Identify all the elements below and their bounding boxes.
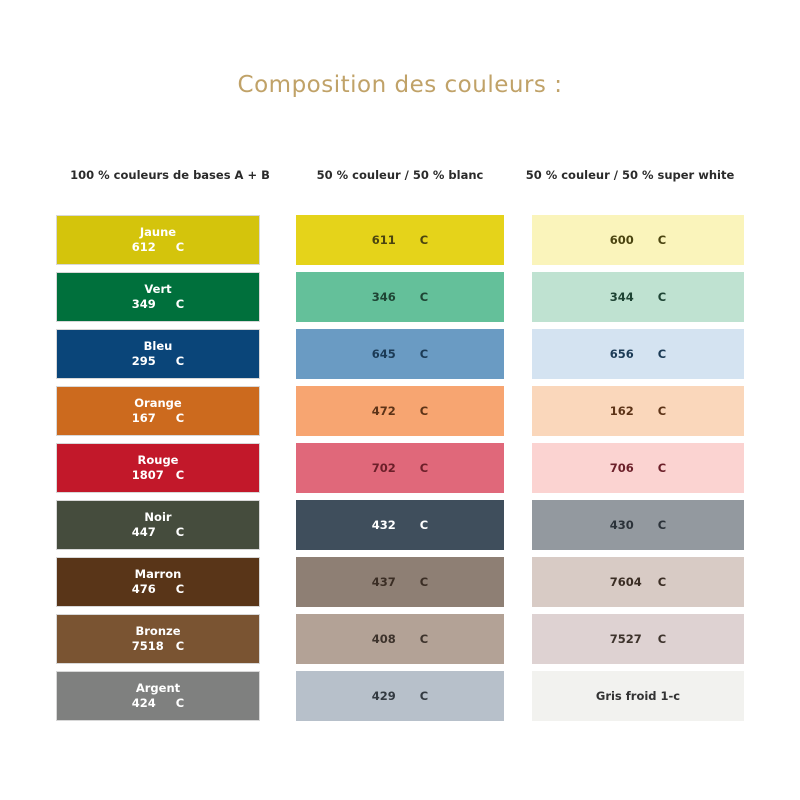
swatch-name: Bronze — [135, 624, 181, 638]
swatch-code: 295 C — [131, 354, 185, 368]
page-title: Composition des couleurs : — [237, 72, 563, 98]
swatch-code: 600 C — [609, 233, 667, 247]
table-row — [0, 557, 800, 614]
swatch-code: 349 C — [131, 297, 185, 311]
swatch-half-superwhite — [532, 329, 744, 379]
swatch-code: 472 C — [371, 404, 429, 418]
swatch-base — [56, 500, 260, 550]
swatch-code: 408 C — [371, 632, 429, 646]
swatch-half-white — [296, 443, 504, 493]
swatch-base — [56, 443, 260, 493]
swatch-half-white — [296, 215, 504, 265]
column-headers — [40, 168, 760, 190]
swatch-base — [56, 557, 260, 607]
swatch-code: 346 C — [371, 290, 429, 304]
swatch-code: 612 C — [131, 240, 185, 254]
swatch-code: 430 C — [609, 518, 667, 532]
swatch-name: Argent — [135, 681, 181, 695]
swatch-half-superwhite — [532, 557, 744, 607]
swatch-code: 167 C — [131, 411, 185, 425]
swatch-code: 476 C — [131, 582, 185, 596]
swatch-code: 7518 C — [131, 639, 185, 653]
swatch-code: 706 C — [609, 461, 667, 475]
swatch-name: Marron — [134, 567, 182, 581]
swatch-code: 1807 C — [131, 468, 185, 482]
swatch-name: Noir — [144, 510, 172, 524]
swatch-code: 702 C — [371, 461, 429, 475]
column-header-white: 50 % couleur / 50 % blanc — [316, 168, 484, 182]
table-row — [0, 386, 800, 443]
table-row — [0, 272, 800, 329]
swatch-half-white — [296, 557, 504, 607]
swatch-half-superwhite — [532, 215, 744, 265]
swatch-half-white — [296, 671, 504, 721]
swatch-half-superwhite — [532, 614, 744, 664]
swatch-grid — [0, 215, 800, 728]
swatch-code: 344 C — [609, 290, 667, 304]
table-row — [0, 329, 800, 386]
swatch-half-white — [296, 500, 504, 550]
swatch-half-white — [296, 386, 504, 436]
swatch-code: 656 C — [609, 347, 667, 361]
swatch-code: 162 C — [609, 404, 667, 418]
swatch-name: Orange — [134, 396, 182, 410]
swatch-half-superwhite — [532, 671, 744, 721]
table-row — [0, 215, 800, 272]
swatch-half-superwhite — [532, 272, 744, 322]
swatch-code: 645 C — [371, 347, 429, 361]
table-row — [0, 500, 800, 557]
swatch-base — [56, 329, 260, 379]
swatch-code: 424 C — [131, 696, 185, 710]
swatch-code: 437 C — [371, 575, 429, 589]
swatch-name: Vert — [144, 282, 172, 296]
swatch-half-superwhite — [532, 386, 744, 436]
swatch-code: Gris froid 1-c — [595, 689, 681, 703]
table-row — [0, 614, 800, 671]
swatch-half-white — [296, 614, 504, 664]
swatch-base — [56, 614, 260, 664]
swatch-code: 7604 C — [609, 575, 667, 589]
swatch-half-white — [296, 329, 504, 379]
swatch-code: 432 C — [371, 518, 429, 532]
swatch-code: 429 C — [371, 689, 429, 703]
swatch-base — [56, 671, 260, 721]
swatch-name: Rouge — [137, 453, 179, 467]
swatch-base — [56, 215, 260, 265]
swatch-half-white — [296, 272, 504, 322]
swatch-code: 447 C — [131, 525, 185, 539]
table-row — [0, 671, 800, 728]
swatch-name: Jaune — [139, 225, 177, 239]
swatch-code: 611 C — [371, 233, 429, 247]
column-header-base: 100 % couleurs de bases A + B — [70, 168, 270, 182]
table-row — [0, 443, 800, 500]
swatch-base — [56, 272, 260, 322]
swatch-half-superwhite — [532, 500, 744, 550]
swatch-half-superwhite — [532, 443, 744, 493]
column-header-superwhite: 50 % couleur / 50 % super white — [525, 168, 735, 182]
swatch-code: 7527 C — [609, 632, 667, 646]
swatch-name: Bleu — [143, 339, 173, 353]
swatch-base — [56, 386, 260, 436]
